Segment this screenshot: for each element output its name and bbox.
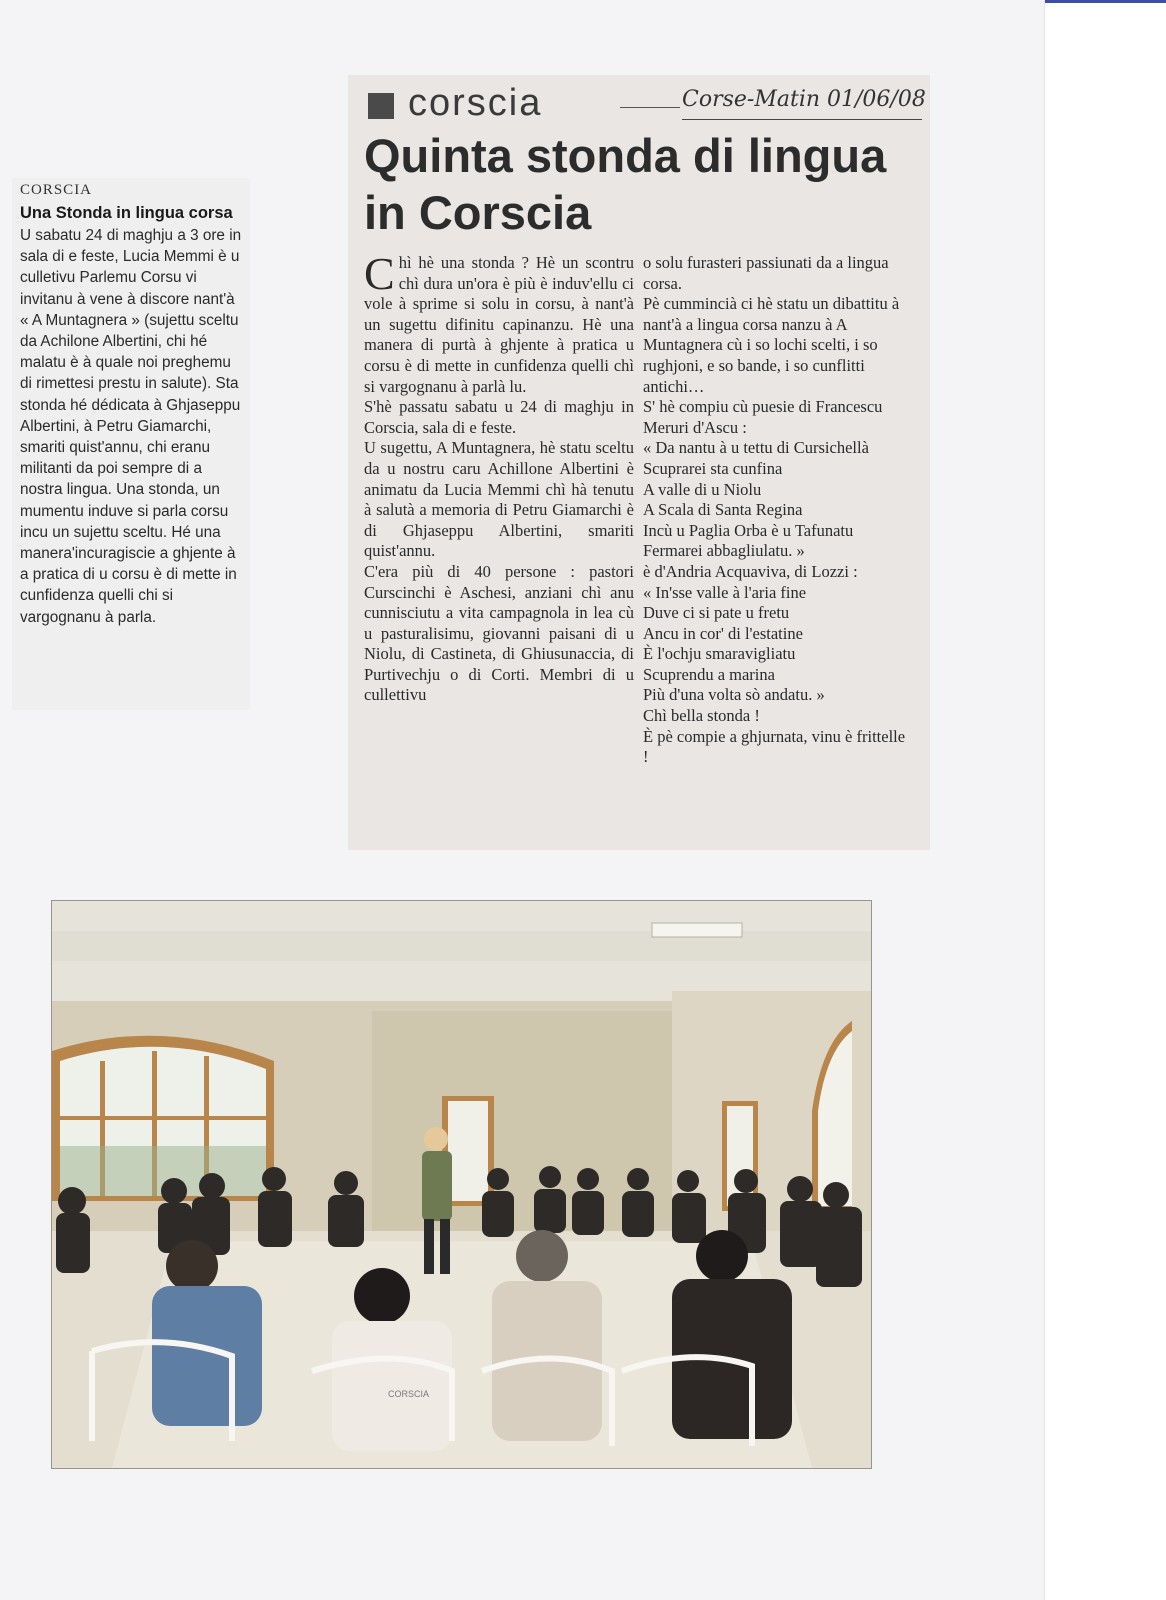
paragraph: è d'Andria Acquaviva, di Lozzi : bbox=[643, 561, 858, 581]
left-article-headline: Una Stonda in lingua corsa bbox=[20, 204, 233, 222]
poem-line: Ancu in cor' di l'estatine bbox=[643, 623, 803, 643]
handwritten-source-note: Corse-Matin 01/06/08 bbox=[682, 85, 922, 120]
poem-line: Scuprarei sta cunfina bbox=[643, 458, 783, 478]
poem-line: Fermarei abbagliulatu. » bbox=[643, 541, 805, 561]
main-article-headline: Quinta stonda di lingua in Corscia bbox=[364, 129, 887, 239]
event-photo bbox=[52, 901, 871, 1468]
poem-line: Duve ci si pate u fretu bbox=[643, 603, 790, 623]
poem-line: È l'ochju smaravigliatu bbox=[643, 644, 796, 664]
paragraph: S'hè passatu sabatu u 24 di maghju in Corscia, sala di e feste. bbox=[364, 397, 634, 437]
paragraph: hì hè una stonda ? Hè un scontru chì dura un'ora è più è induv'ellu ci vole à sprime si solu in corsu, à nant'à un sugettu difinitu capinanzu. Hè una manera di purtà à ghjente à pratica u corsu è di mette in cunfidenza quelli chì si vargognanu à parlà lu. bbox=[364, 253, 634, 396]
main-article-clipping bbox=[348, 75, 930, 850]
poem-line: Incù u Paglia Orba è u Tafunatu bbox=[643, 520, 854, 540]
left-article-body: U sabatu 24 di maghju a 3 ore in sala di e feste, Lucia Memmi è u culletivu Parlemu Corsu vi invitanu à vene à discore nant'à « A Muntagnera » (sujettu sceltu da Achilone Albertini, chi hé malatu è à quale noi preghemu di rimettesi prestu in salute). Sta stonda hé dédicata à Ghjaseppu Albertini, à Petru Giamarchi, smariti quist'annu, chi eranu militanti da poi sempre di a nostra lingua. Una stonda, un mumentu induve si parla corsu incu un sujettu sceltu. Hé una manera'incuragiscie a ghjente à a pratica di u corsu è di mette in cunfidenza quelli chi si vargognanu à parla. bbox=[20, 227, 242, 626]
paragraph: C'era più di 40 persone : pastori Curscinchi è Aschesi, anziani chì anu cunnisciutu a vita campagnola in lea cù u pasturalisimu, giovanni paisani di u Niolu, di Castineta, di Ghiusunaccia, di Purtivechju o di Corti. Membri di u cullettivu bbox=[364, 561, 634, 705]
drop-cap: C bbox=[364, 248, 395, 299]
left-article-kicker: CORSCIA bbox=[20, 182, 93, 198]
poem-line: Più d'una volta sò andatu. » bbox=[643, 685, 825, 705]
paragraph: o solu furasteri passiunati da a lingua corsa. bbox=[643, 253, 889, 293]
section-square-icon bbox=[368, 93, 394, 119]
chair-print: CORSCIA bbox=[388, 1389, 430, 1399]
page-edge-strip bbox=[1044, 0, 1166, 1600]
paragraph: S' hè compiu cù puesie di Francescu Meruri d'Ascu : bbox=[643, 397, 883, 437]
left-article-clipping bbox=[12, 178, 250, 710]
section-name: corscia bbox=[408, 82, 543, 124]
poem-line: Scuprendu a marina bbox=[643, 664, 775, 684]
photo-illustration bbox=[52, 901, 871, 1468]
poem-line: « In'sse valle à l'aria fine bbox=[643, 582, 807, 602]
paragraph: È pè compie a ghjurnata, vinu è frittelle ! bbox=[643, 726, 906, 767]
section-rule bbox=[620, 107, 680, 108]
poem-line: A valle di u Niolu bbox=[643, 479, 762, 499]
paragraph: U sugettu, A Muntagnera, hè statu sceltu da u nostru caru Achillone Albertini è animatu da Lucia Memmi chì hà tenutu à salutà a memoria di Petru Giamarchi è di Ghjaseppu Albertini, smariti quist'annu. bbox=[364, 438, 634, 561]
section-header bbox=[364, 83, 924, 123]
paragraph: Pè cummincià ci hè statu un dibattitu à nant'à a lingua corsa nanzu à A Muntagnera cù i so lochi scelti, i so rughjoni, e so bande, i so cunflitti antichi… bbox=[643, 294, 900, 396]
poem-line: A Scala di Santa Regina bbox=[643, 500, 803, 520]
article-column-1 bbox=[364, 248, 634, 706]
article-column-2 bbox=[643, 253, 913, 768]
poem-line: « Da nantu à u tettu di Cursichellà bbox=[643, 438, 869, 458]
paragraph: Chì bella stonda ! bbox=[643, 706, 760, 726]
